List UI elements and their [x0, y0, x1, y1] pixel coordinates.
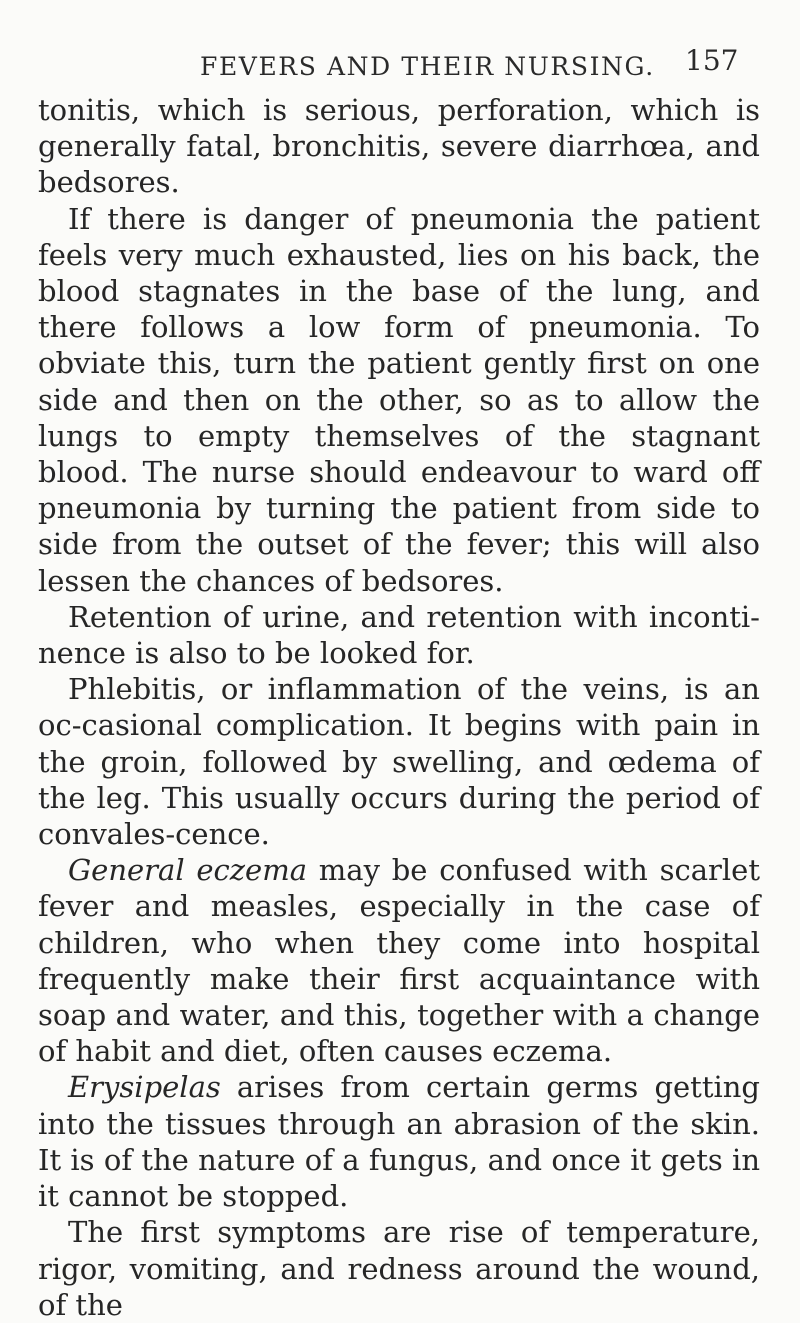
paragraph-complications	[38, 92, 760, 201]
paragraph-lead-term: General eczema	[68, 853, 308, 888]
paragraph-pneumonia	[38, 201, 760, 599]
paragraph-lead-term: Erysipelas	[68, 1070, 221, 1105]
paragraph-erysipelas	[38, 1069, 760, 1214]
paragraph-text: The first symptoms are rise of temperature, rigor, vomiting, and redness around the wound, of the	[38, 1215, 760, 1322]
paragraph-text: Phlebitis, or inflammation of the veins, is an oc-casional complication. It begins with pain in the groin, followed by swelling, and œdema of the leg. This usually occurs during the period of convales-cence.	[38, 672, 760, 852]
paragraph-text: tonitis, which is serious, perforation, which is generally fatal, bronchitis, severe diarrhœa, and bedsores.	[38, 93, 760, 200]
paragraph-phlebitis	[38, 671, 760, 852]
body-text	[38, 92, 760, 1323]
paragraph-retention	[38, 599, 760, 671]
paragraph-text: arises from certain germs getting into the tissues through an abrasion of the skin. It is of the nature of a fungus, and once it gets in it cannot be stopped.	[38, 1070, 760, 1214]
running-head: FEVERS AND THEIR NURSING.	[200, 52, 655, 81]
paragraph-text: If there is danger of pneumonia the patient feels very much exhausted, lies on his back, the blood stagnates in the base of the lung, and there follows a low form of pneumonia. To obviate this, turn the patient gently first on one side and then on the other, so as to allow the lungs to empty themselves of the stagnant blood. The nurse should endeavour to ward off pneumonia by turning the patient from side to side from the outset of the fever; this will also lessen the chances of bedsores.	[38, 201, 760, 598]
paragraph-text: may be confused with scarlet fever and measles, especially in the case of children, who when they come into hospital frequently make their first acquaintance with soap and water, and this, together with a change of habit and diet, often causes eczema.	[38, 853, 760, 1069]
paragraph-eczema	[38, 852, 760, 1069]
paragraph-text: Retention of urine, and retention with inconti-nence is also to be looked for.	[38, 599, 760, 671]
page-number: 157	[685, 44, 739, 77]
paragraph-symptoms	[38, 1214, 760, 1323]
